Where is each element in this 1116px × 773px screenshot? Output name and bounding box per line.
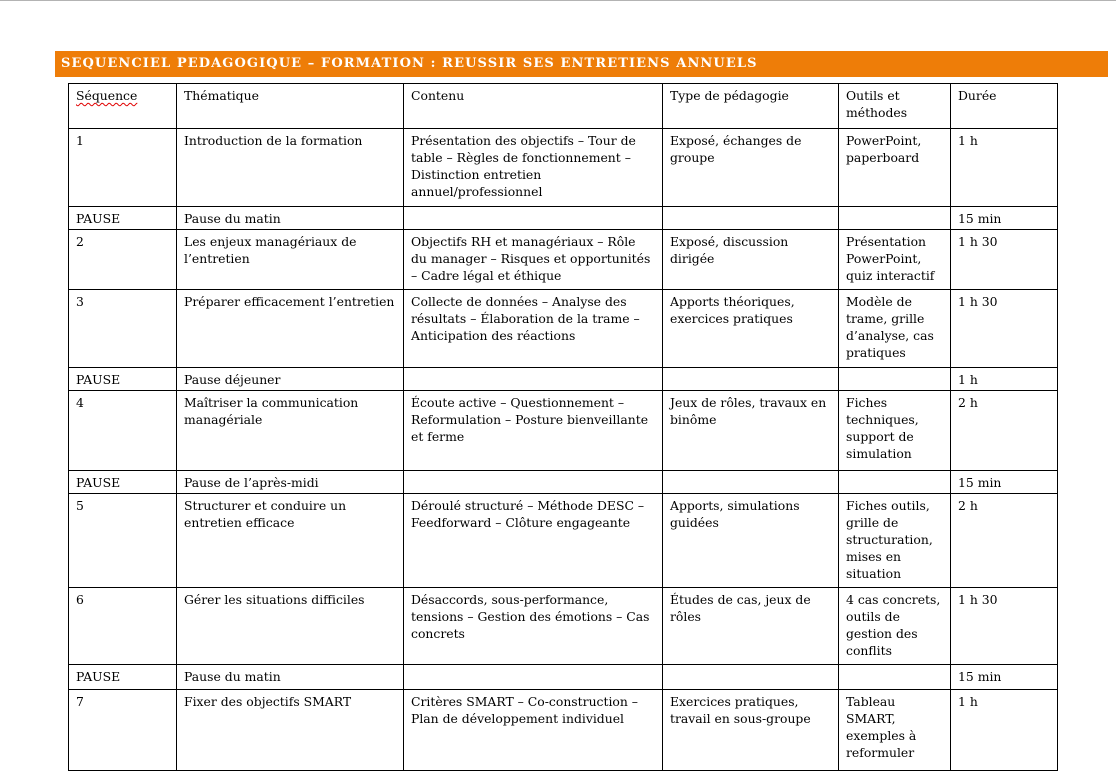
cell-pedagogy[interactable] bbox=[663, 207, 839, 230]
cell-content[interactable]: Critères SMART – Co-construction – Plan de développement individuel bbox=[404, 690, 663, 771]
cell-duration[interactable]: 1 h 30 bbox=[951, 230, 1058, 290]
cell-theme[interactable]: Structurer et conduire un entretien efficace bbox=[177, 494, 404, 588]
cell-pedagogy[interactable] bbox=[839, 665, 951, 690]
cell-tools[interactable] bbox=[839, 471, 951, 494]
cell-theme[interactable]: Pause de l’après-midi bbox=[177, 471, 404, 494]
cell-theme[interactable]: Pause du matin bbox=[177, 207, 404, 230]
schedule-table bbox=[68, 83, 1058, 771]
table-row-sequence-3 bbox=[69, 290, 1058, 368]
column-header-duration[interactable]: Durée bbox=[951, 84, 1058, 129]
cell-content[interactable] bbox=[404, 471, 663, 494]
column-header-tools[interactable]: Outils et méthodes bbox=[839, 84, 951, 129]
table-row-sequence-4 bbox=[69, 391, 1058, 471]
cell-content[interactable]: Objectifs RH et managériaux – Rôle du manager – Risques et opportunités – Cadre légal et éthique bbox=[404, 230, 663, 290]
column-header-content[interactable]: Contenu bbox=[404, 84, 663, 129]
cell-theme[interactable]: Préparer efficacement l’entretien bbox=[177, 290, 404, 368]
cell-theme[interactable]: Introduction de la formation bbox=[177, 129, 404, 207]
cell-sequence[interactable]: 7 bbox=[69, 690, 177, 771]
cell-sequence[interactable]: PAUSE bbox=[69, 471, 177, 494]
cell-pedagogy[interactable]: Exposé, échanges de groupe bbox=[663, 129, 839, 207]
cell-duration[interactable]: 15 min bbox=[951, 471, 1058, 494]
cell-content[interactable] bbox=[404, 665, 663, 690]
cell-content[interactable] bbox=[404, 207, 663, 230]
cell-content[interactable]: Désaccords, sous-performance, tensions – Gestion des émotions – Cas concrets bbox=[404, 588, 663, 665]
table-row-sequence-7 bbox=[69, 690, 1058, 771]
cell-sequence[interactable]: PAUSE bbox=[69, 207, 177, 230]
cell-tools[interactable] bbox=[663, 665, 839, 690]
column-header-pedagogy[interactable]: Type de pédagogie bbox=[663, 84, 839, 129]
cell-duration[interactable]: 15 min bbox=[951, 207, 1058, 230]
cell-tools[interactable]: Présentation PowerPoint, quiz interactif bbox=[839, 230, 951, 290]
cell-theme[interactable]: Les enjeux managériaux de l’entretien bbox=[177, 230, 404, 290]
cell-duration[interactable]: 1 h 30 bbox=[951, 290, 1058, 368]
cell-pedagogy[interactable] bbox=[663, 368, 839, 391]
cell-pedagogy[interactable] bbox=[663, 471, 839, 494]
cell-content[interactable] bbox=[404, 368, 663, 391]
cell-content[interactable]: Écoute active – Questionnement – Reformulation – Posture bienveillante et ferme bbox=[404, 391, 663, 471]
cell-content[interactable]: Collecte de données – Analyse des résultats – Élaboration de la trame – Anticipation des réactions bbox=[404, 290, 663, 368]
cell-theme[interactable]: Gérer les situations difficiles bbox=[177, 588, 404, 665]
cell-sequence[interactable]: PAUSE bbox=[69, 368, 177, 391]
cell-sequence[interactable]: 5 bbox=[69, 494, 177, 588]
cell-tools[interactable] bbox=[839, 207, 951, 230]
header-row bbox=[69, 84, 1058, 129]
cell-tools[interactable]: Modèle de trame, grille d’analyse, cas pratiques bbox=[839, 290, 951, 368]
cell-duration[interactable]: 15 min bbox=[951, 665, 1058, 690]
cell-theme[interactable]: Maîtriser la communication managériale bbox=[177, 391, 404, 471]
window-top-edge bbox=[0, 0, 1116, 1]
column-header-sequence[interactable] bbox=[69, 84, 177, 129]
cell-pedagogy[interactable]: Études de cas, jeux de rôles bbox=[663, 588, 839, 665]
cell-duration[interactable]: 2 h bbox=[951, 494, 1058, 588]
document-title-bar[interactable] bbox=[55, 51, 1108, 77]
column-header-sequence-label: Séquence bbox=[76, 88, 138, 103]
cell-tools[interactable]: Tableau SMART, exemples à reformuler bbox=[839, 690, 951, 771]
table-row-sequence-2 bbox=[69, 230, 1058, 290]
table-row-sequence-6 bbox=[69, 588, 1058, 665]
cell-pedagogy[interactable]: Apports, simulations guidées bbox=[663, 494, 839, 588]
document-title: SEQUENCIEL PEDAGOGIQUE – FORMATION : REUSSIR SES ENTRETIENS ANNUELS bbox=[61, 56, 758, 71]
cell-tools[interactable] bbox=[839, 368, 951, 391]
cell-duration[interactable]: 1 h bbox=[951, 129, 1058, 207]
cell-tools[interactable]: Fiches techniques, support de simulation bbox=[839, 391, 951, 471]
cell-sequence[interactable]: 1 bbox=[69, 129, 177, 207]
cell-duration[interactable]: 1 h 30 bbox=[951, 588, 1058, 665]
table-row-pause-morning-1 bbox=[69, 207, 1058, 230]
cell-theme[interactable]: Pause du matin bbox=[177, 665, 404, 690]
cell-sequence[interactable]: 3 bbox=[69, 290, 177, 368]
cell-content[interactable]: Présentation des objectifs – Tour de table – Règles de fonctionnement – Distinction entretien annuel/professionnel bbox=[404, 129, 663, 207]
column-header-theme[interactable]: Thématique bbox=[177, 84, 404, 129]
table-row-sequence-1 bbox=[69, 129, 1058, 207]
cell-duration[interactable]: 1 h bbox=[951, 368, 1058, 391]
table-row-sequence-5 bbox=[69, 494, 1058, 588]
cell-pedagogy[interactable]: Exposé, discussion dirigée bbox=[663, 230, 839, 290]
cell-sequence[interactable]: 2 bbox=[69, 230, 177, 290]
cell-sequence[interactable]: 4 bbox=[69, 391, 177, 471]
cell-tools[interactable]: Fiches outils, grille de structuration, mises en situation bbox=[839, 494, 951, 588]
cell-duration[interactable]: 2 h bbox=[951, 391, 1058, 471]
cell-sequence[interactable]: PAUSE bbox=[69, 665, 177, 690]
cell-content[interactable]: Déroulé structuré – Méthode DESC – Feedforward – Clôture engageante bbox=[404, 494, 663, 588]
table-row-pause-morning-2 bbox=[69, 665, 1058, 690]
table-row-pause-lunch bbox=[69, 368, 1058, 391]
cell-tools[interactable]: 4 cas concrets, outils de gestion des conflits bbox=[839, 588, 951, 665]
cell-pedagogy[interactable]: Jeux de rôles, travaux en binôme bbox=[663, 391, 839, 471]
table-row-pause-afternoon bbox=[69, 471, 1058, 494]
cell-pedagogy[interactable]: Apports théoriques, exercices pratiques bbox=[663, 290, 839, 368]
cell-pedagogy[interactable]: Exercices pratiques, travail en sous-groupe bbox=[663, 690, 839, 771]
cell-tools[interactable]: PowerPoint, paperboard bbox=[839, 129, 951, 207]
cell-theme[interactable]: Pause déjeuner bbox=[177, 368, 404, 391]
cell-sequence[interactable]: 6 bbox=[69, 588, 177, 665]
cell-duration[interactable]: 1 h bbox=[951, 690, 1058, 771]
cell-theme[interactable]: Fixer des objectifs SMART bbox=[177, 690, 404, 771]
